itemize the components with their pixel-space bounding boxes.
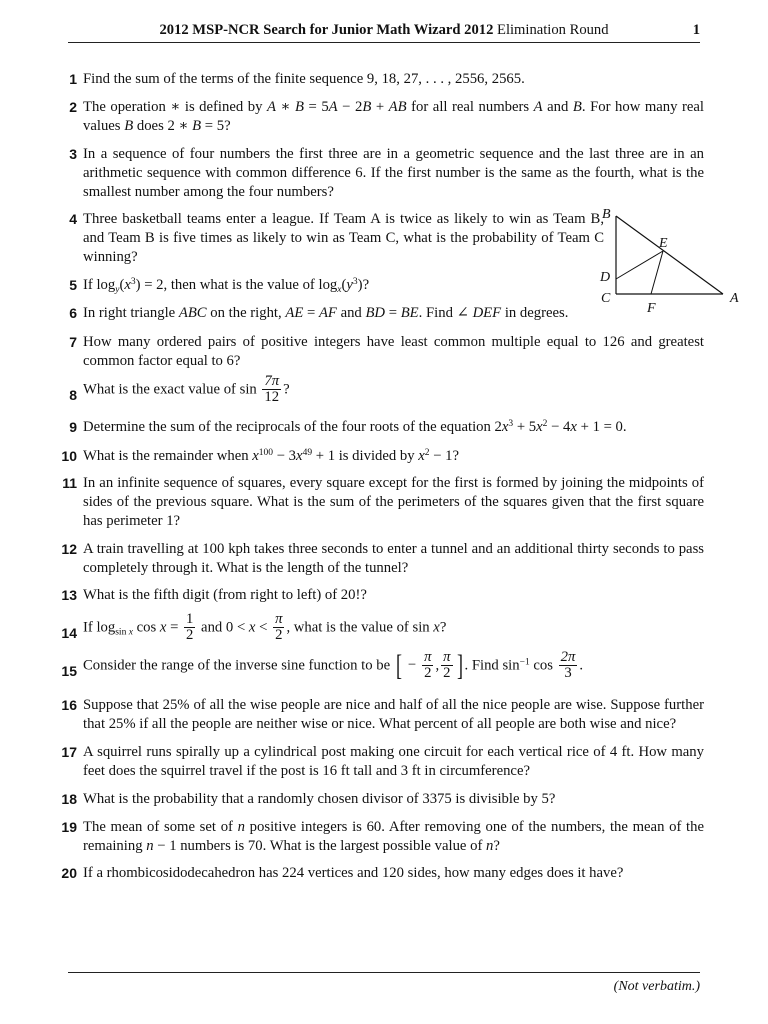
fraction-one-half: $\frac{1}{2}$ [186, 611, 194, 644]
problem-text: A squirrel runs spirally up a cylindrical post making one circuit for each vertical rice of 4 ft. How many feet does the squirrel travel if the post is 16 ft tall and 3 ft in circumference? [83, 744, 704, 779]
problem-number: 20 [61, 865, 77, 881]
problem-15 [56, 650, 704, 682]
problem-text: In a sequence of four numbers the first three are in a geometric sequence and the last three are in an arithmetic sequence with common difference 6. If the first number is the same as the fourth, what is the smallest number among the four numbers? [83, 146, 704, 200]
problem-text: Three basketball teams enter a league. If Team A is twice as likely to win as Team B, and Team B is five times as likely to win as Team C, what is the probability of Team C winning? [83, 211, 604, 265]
problem-1 [56, 70, 704, 89]
problem-text: What is the remainder when $x^{100} - 3x^{49} + 1$ is divided by $x^2 - 1$? [83, 448, 460, 464]
fraction-pi-over-2: $\frac{\pi}{2}$ [275, 611, 283, 644]
problem-number: 3 [69, 146, 77, 162]
problem-text: Consider the range of the inverse sine function to be [ − $\frac{\pi}{2}$ , $\frac{\pi}{2}$ ] . Find $\sin^{-1} \cos$ $\frac{2\pi}{3}$ . [83, 648, 584, 682]
problem-number: 19 [61, 819, 77, 835]
problem-number: 18 [61, 791, 77, 807]
problem-17 [56, 743, 704, 781]
problem-text: In right triangle ABC on the right, AE = AF and BD = BE. Find ∠ DEF in degrees. [83, 305, 569, 321]
footer-rule [68, 972, 700, 973]
fraction-pi-over-2: $\frac{\pi}{2}$ [443, 649, 451, 682]
problem-text: Find the sum of the terms of the finite sequence 9, 18, 27, . . . , 2556, 2565. [83, 71, 525, 87]
problem-number: 16 [61, 697, 77, 713]
problem-text: What is the probability that a randomly chosen divisor of 3375 is divisible by 5? [83, 791, 556, 807]
problem-text: Determine the sum of the reciprocals of the four roots of the equation $2x^3 + 5x^2 - 4x + 1 = 0$. [83, 419, 627, 435]
problem-text: Suppose that 25% of all the wise people are nice and half of all the nice people are wise. Suppose further that 25% if all the people are neither wise or nice. What percent of all people are both wise and nice? [83, 697, 704, 732]
problem-number: 8 [69, 387, 77, 403]
problem-number: 9 [69, 419, 77, 435]
problem-text: The operation ∗ is defined by A ∗ B = 5A − 2B + AB for all real numbers A and B. For how many real values B does 2 ∗ B = 5? [83, 99, 705, 134]
problem-16 [56, 696, 704, 734]
problem-11 [56, 474, 704, 531]
label-f: F [647, 301, 656, 314]
problem-text: A train travelling at 100 kph takes three seconds to enter a tunnel and an additional thirty seconds to pass completely through it. What is the length of the tunnel? [83, 541, 704, 576]
problem-18 [56, 790, 704, 809]
problem-number: 13 [61, 587, 77, 603]
problem-number: 11 [62, 475, 77, 491]
problem-3 [56, 145, 704, 202]
problem-10 [56, 447, 704, 466]
problem-text: The mean of some set of n positive integers is 60. After removing one of the numbers, the mean of the remaining n − 1 numbers is 70. What is the largest possible value of n? [83, 819, 704, 854]
label-b: B [602, 207, 611, 222]
problem-number: 12 [61, 541, 77, 557]
problem-14 [56, 612, 704, 644]
problem-number: 2 [69, 99, 77, 115]
problem-4 [56, 210, 604, 267]
header-rule [68, 42, 700, 43]
page-number: 1 [692, 22, 700, 38]
problem-text: What is the fifth digit (from right to left) of 20!? [83, 587, 367, 603]
problem-7 [56, 333, 704, 371]
label-d: D [600, 270, 611, 285]
problem-20 [56, 864, 704, 883]
label-c: C [601, 291, 611, 306]
problem-text: If $\log_{sin x} \cos x$ = $\frac{1}{2}$ and 0 < x < $\frac{\pi}{2}$ , what is the value of sin x? [83, 611, 447, 644]
problem-6 [56, 304, 604, 323]
fraction-pi-over-2: $\frac{\pi}{2}$ [424, 649, 432, 682]
problem-13 [56, 586, 704, 605]
problem-5 [56, 276, 604, 295]
problem-2 [56, 98, 704, 136]
fraction-2pi-over-3: $\frac{2\pi}{3}$ [560, 649, 576, 682]
label-a: A [730, 291, 739, 306]
problem-number: 6 [69, 305, 77, 321]
problem-number: 10 [61, 448, 77, 464]
problem-number: 7 [69, 334, 77, 350]
problem-9 [56, 418, 704, 437]
fraction-7pi-over-12: $\frac{7\pi}{12}$ [264, 373, 280, 406]
footer-note: (Not verbatim.) [613, 979, 700, 994]
problem-text: What is the exact value of sin $\frac{7\pi}{12}$ ? [83, 373, 290, 406]
problem-12 [56, 540, 704, 578]
problem-number: 15 [61, 663, 77, 679]
label-e: E [659, 236, 668, 251]
page-header [68, 20, 700, 42]
document-title: 2012 MSP-NCR Search for Junior Math Wizard 2012 Elimination Round [159, 22, 609, 38]
problem-19 [56, 818, 704, 856]
side-ab [616, 216, 723, 294]
problem-number: 4 [69, 211, 77, 227]
problem-text: How many ordered pairs of positive integers have least common multiple equal to 126 and greatest common factor equal to 6? [83, 334, 704, 369]
problem-number: 14 [61, 625, 77, 641]
problem-text: In an infinite sequence of squares, every square except for the first is formed by joining the midpoints of sides of the previous square. What is the sum of the perimeters of the squares given that the first square has perimeter 1? [83, 475, 704, 529]
triangle-abc-figure [590, 204, 750, 314]
problem-text: If $\log_y(x^3) = 2$, then what is the value of $\log_x(y^3)$? [83, 277, 370, 295]
problem-number: 1 [69, 71, 77, 87]
problem-number: 5 [69, 277, 77, 293]
problem-text: If a rhombicosidodecahedron has 224 vertices and 120 sides, how many edges does it have? [83, 865, 624, 881]
triangle-diagram [590, 204, 750, 314]
problem-8 [56, 374, 704, 406]
problem-number: 17 [61, 744, 77, 760]
